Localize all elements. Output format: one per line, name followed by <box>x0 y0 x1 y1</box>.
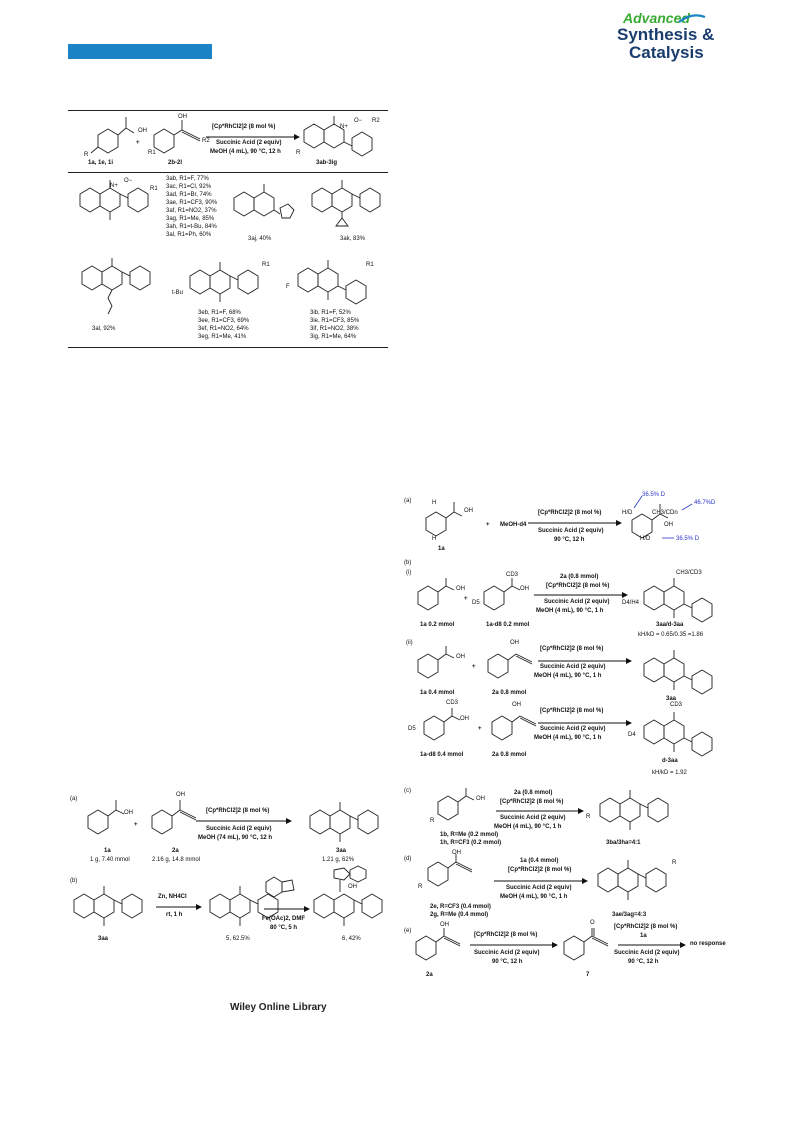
table-cond3: MeOH (4 mL), 90 °C, 12 h <box>210 149 281 155</box>
mech-bii-1a-structure <box>412 644 472 684</box>
mech-c-r2: R <box>586 814 591 820</box>
swoosh-icon <box>677 14 707 26</box>
deuterium-pointer-arrows <box>628 494 708 544</box>
mech-e-cond3: 90 °C, 12 h <box>492 959 523 965</box>
mech-bii2-s2: 2a 0.8 mmol <box>492 752 527 758</box>
mech-bi-d5: D5 <box>472 600 480 606</box>
list-item: 3ib, R1=F, 52% <box>310 310 351 316</box>
mech-e-cond7: 90 °C, 12 h <box>628 959 659 965</box>
sub2-oh: OH <box>178 114 187 120</box>
mech-c-oxime-structure <box>432 786 492 826</box>
mech-bi-product-structure <box>640 576 720 622</box>
list-item: 3ae, R1=CF3, 90% <box>166 200 218 206</box>
gram-1a-amt: 1 g, 7.40 mmol <box>90 857 130 863</box>
table-top-rule <box>68 110 388 111</box>
mech-bii2-plus: + <box>478 726 482 732</box>
product-generic-structure <box>300 114 380 164</box>
gram-fe2: 80 °C, 5 h <box>270 925 298 931</box>
f-label: F <box>286 284 290 290</box>
mech-a-h2: H <box>432 536 437 542</box>
mech-bii-cond1: [Cp*RhCl2]2 (8 mol %) <box>540 646 604 652</box>
mech-a-1a-structure <box>420 498 480 544</box>
sub2-r1: R1 <box>148 150 156 156</box>
journal-logo <box>617 10 727 62</box>
mech-c-cond2: [Cp*RhCl2]2 (8 mol %) <box>500 799 564 805</box>
gram-plus: + <box>134 822 138 828</box>
mech-a-hd2: H/D <box>640 536 651 542</box>
gram-cond1: [Cp*RhCl2]2 (8 mol %) <box>206 808 270 814</box>
list-item: 3ag, R1=Me, 85% <box>166 216 215 222</box>
sub1-label: 1a, 1e, 1i <box>88 160 114 166</box>
mech-c-r: R <box>430 818 435 824</box>
mech-d-oh: OH <box>452 850 461 856</box>
list-item: 3eg, R1=Me, 41% <box>198 334 247 340</box>
gram-3aa: 3aa <box>336 848 347 854</box>
mech-bi-plus: + <box>464 596 468 602</box>
gram-fe-arrow <box>262 904 312 914</box>
list-item: 3af, R1=NO2, 37% <box>166 208 217 214</box>
list-item: 3ee, R1=CF3, 69% <box>198 318 250 324</box>
mech-bii-kie: kH/kD = 1.92 <box>652 770 687 776</box>
mech-e-p: 7 <box>586 972 590 978</box>
mech-bi-1ad8-structure <box>480 576 540 616</box>
mech-a-pct2: 46.7%D <box>694 500 716 506</box>
mech-a-arrow <box>526 518 626 528</box>
mech-d-label: (d) <box>404 856 412 862</box>
gram-fe1: Fe(OAc)2, DMF <box>262 916 306 922</box>
table-cond1: [Cp*RhCl2]2 (8 mol %) <box>212 124 276 130</box>
mech-e-label: (e) <box>404 928 412 934</box>
mech-bii2-oh2: OH <box>512 702 521 708</box>
mech-bii-s1: 1a 0.4 mmol <box>420 690 455 696</box>
mech-bii2-p: d-3aa <box>662 758 678 764</box>
list-item: 3ie, R1=CF3, 85% <box>310 318 360 324</box>
list-item: 3ab, R1=F, 77% <box>166 176 209 182</box>
mech-a-cond1: [Cp*RhCl2]2 (8 mol %) <box>538 510 602 516</box>
mech-bii-label: (ii) <box>406 640 413 646</box>
sub1-oh: OH <box>138 128 147 134</box>
publisher-footer: Wiley Online Library <box>230 1002 327 1013</box>
list-item: 3ac, R1=Cl, 92% <box>166 184 212 190</box>
list-item: 3ef, R1=NO2, 64% <box>198 326 249 332</box>
mech-bii2-cond1: [Cp*RhCl2]2 (8 mol %) <box>540 708 604 714</box>
aj-label: 3aj, 40% <box>248 236 272 242</box>
mech-e-cond6: Succinic Acid (2 equiv) <box>614 950 680 956</box>
mech-a-oh2: OH <box>664 522 673 528</box>
mech-c-label: (c) <box>404 788 411 794</box>
mech-bi-cond2: [Cp*RhCl2]2 (8 mol %) <box>546 583 610 589</box>
mech-c-cond3: Succinic Acid (2 equiv) <box>500 815 566 821</box>
list-item: 3ah, R1=t-Bu, 84% <box>166 224 217 230</box>
gram-cond2: Succinic Acid (2 equiv) <box>206 826 272 832</box>
mech-c-s2: 1h, R=CF3 (0.2 mmol) <box>440 840 502 846</box>
gram-zn-arrow <box>154 902 204 912</box>
mech-a-hd1: H/D <box>622 510 633 516</box>
row1-nplus: N+ <box>110 183 118 189</box>
mech-d-cond1: 1a (0.4 mmol) <box>520 858 559 864</box>
mech-bii-oh1: OH <box>456 654 465 660</box>
mech-e-s: 2a <box>426 972 433 978</box>
gram-2a-amt: 2.16 g, 14.8 mmol <box>152 857 201 863</box>
mech-d-product-structure <box>594 858 694 904</box>
mech-bii2-d3aa-structure <box>640 710 720 756</box>
mech-bi-oh1: OH <box>456 586 465 592</box>
mech-e-cond2: Succinic Acid (2 equiv) <box>474 950 540 956</box>
list-item: 3ad, R1=Br, 74% <box>166 192 212 198</box>
mech-bi-s2: 1a-d8 0.2 mmol <box>486 622 530 628</box>
mech-bii2-cd3: CD3 <box>446 700 459 706</box>
e-r1: R1 <box>262 262 270 268</box>
mech-d-r2: R <box>672 860 677 866</box>
prod-r: R <box>296 150 301 156</box>
mech-bi-cond4: MeOH (4 mL), 90 °C, 1 h <box>536 608 604 614</box>
mech-a-oh: OH <box>464 508 473 514</box>
mech-e-oh: OH <box>440 922 449 928</box>
mech-d-cond3: Succinic Acid (2 equiv) <box>506 885 572 891</box>
mech-e-o: O <box>590 920 595 926</box>
mech-e-cond5: 1a <box>640 933 647 939</box>
header-color-band <box>68 44 212 59</box>
gram-b-3aa-structure <box>70 884 150 934</box>
prod-label: 3ab-3ig <box>316 160 338 166</box>
mech-bii-cond3: MeOH (4 mL), 90 °C, 1 h <box>534 673 602 679</box>
mech-bii2-d5: D5 <box>408 726 416 732</box>
table-rule-mid <box>68 172 388 173</box>
gram-cond3: MeOH (74 mL), 90 °C, 12 h <box>198 835 273 841</box>
journal-logo-line1: Advanced <box>623 10 690 26</box>
plus-sign: + <box>136 140 140 146</box>
mech-d-s2: 2g, R=Me (0.4 mmol) <box>430 912 489 918</box>
mech-bii2-cd3b: CD3 <box>670 702 683 708</box>
journal-logo-line3: Catalysis <box>629 43 704 62</box>
table-bottom-rule <box>68 347 388 348</box>
mech-bii2-cond2: Succinic Acid (2 equiv) <box>540 726 606 732</box>
mech-a-plus: + <box>486 522 490 528</box>
prod-nplus: N+ <box>340 124 348 130</box>
row1-ominus: O− <box>124 178 133 184</box>
mech-bi-ch: CH3/CD3 <box>676 570 702 576</box>
mech-d-s1: 2e, R=CF3 (0.4 mmol) <box>430 904 491 910</box>
isoquinoline-3al-structure <box>78 256 158 322</box>
gram-oh: OH <box>124 810 133 816</box>
mech-bii-s2: 2a 0.8 mmol <box>492 690 527 696</box>
mech-bi-kie: kH/kD = 0.65/0.35 =1.86 <box>638 632 704 638</box>
gram-b-label: (b) <box>70 878 78 884</box>
ak-label: 3ak, 83% <box>340 236 366 242</box>
mech-a-pct3: 36.5% D <box>676 536 700 542</box>
mech-a-h1: H <box>432 500 437 506</box>
gram-6-structure <box>310 864 390 944</box>
mech-c-cond1: 2a (0.8 mmol) <box>514 790 553 796</box>
mech-bii2-cond3: MeOH (4 mL), 90 °C, 1 h <box>534 735 602 741</box>
gram-1a-structure <box>82 796 142 842</box>
mech-bi-cond1: 2a (0.8 mmol) <box>560 574 599 580</box>
mech-d-cond2: [Cp*RhCl2]2 (8 mol %) <box>508 867 572 873</box>
list-item: 3eb, R1=F, 68% <box>198 310 241 316</box>
mech-a-pct1: 36.5% D <box>642 492 666 498</box>
mech-e-2a-structure <box>412 926 472 966</box>
gram-zn1: Zn, NH4Cl <box>158 894 187 900</box>
mech-a-cond2: Succinic Acid (2 equiv) <box>538 528 604 534</box>
list-item: 3al, R1=Ph, 60% <box>166 232 212 238</box>
gram-3aa-structure <box>306 800 386 850</box>
sub2-r2: R2 <box>202 138 210 144</box>
mech-b-label: (b) <box>404 560 412 566</box>
mech-bi-cd3: CD3 <box>506 572 519 578</box>
mech-a-1a: 1a <box>438 546 445 552</box>
list-item: 3ig, R1=Me, 64% <box>310 334 357 340</box>
mech-a-label: (a) <box>404 498 412 504</box>
gram-6-oh: OH <box>348 884 357 890</box>
mech-a-cond3: 90 °C, 12 h <box>554 537 585 543</box>
mech-bii-oh2: OH <box>510 640 519 646</box>
i-r1: R1 <box>366 262 374 268</box>
mech-bii2-d4: D4 <box>628 732 636 738</box>
mech-bi-cond3: Succinic Acid (2 equiv) <box>544 599 610 605</box>
mech-c-p: 3ba/3ha=4:1 <box>606 840 641 846</box>
tbu-label: t-Bu <box>172 290 184 296</box>
table-cond2: Succinic Acid (2 equiv) <box>216 140 282 146</box>
gram-arrow <box>194 816 294 826</box>
mech-c-cond4: MeOH (4 mL), 90 °C, 1 h <box>494 824 562 830</box>
gram-5: 5, 62.5% <box>226 936 250 942</box>
mech-bii2-oh1: OH <box>460 716 469 722</box>
row1-r1: R1 <box>150 186 158 192</box>
mech-bi-dh: D4/H4 <box>622 600 640 606</box>
prod-r2: R2 <box>372 118 380 124</box>
gram-2a: 2a <box>172 848 179 854</box>
mech-c-product-structure <box>590 788 680 834</box>
gram-3aa-amt: 1.21 g, 62% <box>322 857 355 863</box>
isoquinoline-3ak-structure <box>308 178 388 234</box>
mech-d-p: 3ae/3ag=4:3 <box>612 912 647 918</box>
mech-e-arrow1 <box>468 940 558 950</box>
mech-e-nr: no response <box>690 941 726 947</box>
sub2-label: 2b-2l <box>168 160 183 166</box>
mech-bii2-1ad8-structure <box>418 706 478 746</box>
oxindole-structure <box>262 872 302 902</box>
gram-6: 6, 42% <box>342 936 361 942</box>
mech-c-s1: 1b, R=Me (0.2 mmol) <box>440 832 499 838</box>
gram-a-label: (a) <box>70 796 78 802</box>
mech-c-oh: OH <box>476 796 485 802</box>
prod-ominus: O− <box>354 118 363 124</box>
mech-d-r: R <box>418 884 423 890</box>
mech-bi-1a-structure <box>412 576 472 616</box>
mech-bi-s1: 1a 0.2 mmol <box>420 622 455 628</box>
sub1-r: R <box>84 152 89 158</box>
mech-bii-3aa-structure <box>640 648 720 694</box>
gram-zn2: rt, 1 h <box>166 912 183 918</box>
mech-bii-plus: + <box>472 664 476 670</box>
journal-logo-line2: Synthesis & <box>617 25 715 44</box>
gram-b-3aa: 3aa <box>98 936 109 942</box>
al-label: 3al, 92% <box>92 326 116 332</box>
isoquinoline-3aj-structure <box>230 182 310 232</box>
mech-e-cond4: [Cp*RhCl2]2 (8 mol %) <box>614 924 678 930</box>
mech-bi-label: (i) <box>406 570 412 576</box>
mech-bi-oh2: OH <box>520 586 529 592</box>
mech-e-7-structure <box>560 926 620 966</box>
gram-2a-oh: OH <box>176 792 185 798</box>
mech-a-ch3: CH3/CDn <box>652 510 678 516</box>
mech-d-cond4: MeOH (4 mL), 90 °C, 1 h <box>500 894 568 900</box>
mech-bii-p: 3aa <box>666 696 677 702</box>
mech-bii2-s1: 1a-d8 0.4 mmol <box>420 752 464 758</box>
list-item: 3if, R1=NO2, 38% <box>310 326 359 332</box>
mech-e-cond1: [Cp*RhCl2]2 (8 mol %) <box>474 932 538 938</box>
gram-1a: 1a <box>104 848 111 854</box>
mech-bi-prod: 3aa/d-3aa <box>656 622 684 628</box>
mech-bii-cond2: Succinic Acid (2 equiv) <box>540 664 606 670</box>
mech-a-meod: MeOH-d4 <box>500 522 527 528</box>
